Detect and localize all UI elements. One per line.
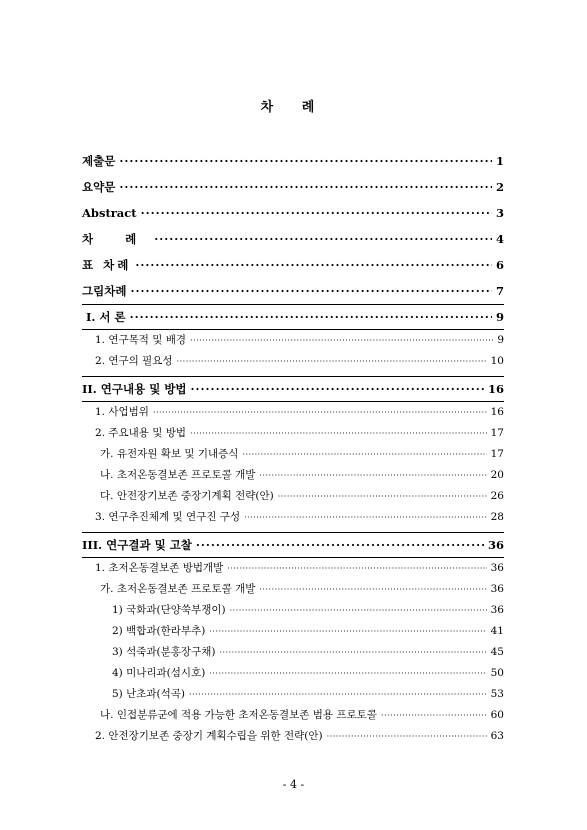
dot-leader [209, 663, 486, 684]
toc-entry-page: 36 [487, 538, 504, 552]
toc-item[interactable] [82, 621, 504, 642]
toc-entry-label: 2. 안전장기보존 중장기 계획수립을 위한 전략(안) [95, 730, 323, 742]
toc-entry-page: 63 [490, 730, 504, 742]
dot-leader [141, 200, 492, 226]
toc-entry-label: 1. 사업범위 [95, 406, 149, 418]
page-number: - 4 - [282, 778, 305, 791]
toc-entry-page: 60 [490, 709, 504, 721]
dot-leader [177, 351, 487, 372]
dot-leader [244, 507, 487, 528]
toc-subsection[interactable] [82, 705, 504, 726]
toc-entry-label: 나. 인접분류군에 적용 가능한 초저온동결보존 범용 프로토콜 [100, 709, 377, 721]
toc-entry-page: 17 [490, 427, 504, 439]
toc-item[interactable] [82, 642, 504, 663]
toc-entry-label: 2. 연구의 필요성 [95, 355, 173, 367]
dot-leader [242, 444, 486, 465]
toc-entry-page: 45 [490, 646, 504, 658]
dot-leader [153, 402, 487, 423]
toc-entry-page: 1 [495, 154, 504, 168]
toc-entry-label: 요약문 [82, 180, 116, 194]
toc-entry-label: 차 례 [82, 232, 151, 246]
dot-leader [190, 330, 493, 351]
toc-subsection[interactable] [82, 444, 504, 465]
toc-entry-label: 가. 초저온동결보존 프로토콜 개발 [100, 583, 256, 595]
dot-leader [196, 533, 484, 557]
toc-entry-label: 2. 주요내용 및 방법 [95, 427, 187, 439]
toc-chapter-2[interactable] [82, 376, 504, 402]
toc-entry-page: 41 [490, 625, 504, 637]
toc-entry-page: 2 [495, 180, 504, 194]
toc-entry-label: I. 서 론 [86, 310, 126, 324]
dot-leader [190, 423, 487, 444]
toc-entry-contents[interactable] [82, 226, 504, 252]
toc-entry-page: 3 [495, 206, 504, 220]
dot-leader [230, 600, 487, 621]
toc-entry-label: 제출문 [82, 154, 116, 168]
dot-leader [219, 642, 486, 663]
toc-entry-page: 53 [490, 688, 504, 700]
toc-entry-page: 10 [490, 355, 504, 367]
toc-entry-label: 표 차례 [82, 258, 132, 272]
toc-entry-page: 17 [490, 448, 504, 460]
dot-leader [130, 278, 492, 304]
toc-entry-label: 3. 연구추진체계 및 연구진 구성 [95, 511, 241, 523]
toc-entry-label: 1) 국화과(단양쑥부쟁이) [112, 604, 226, 616]
toc-entry-label: 그림차례 [82, 284, 127, 298]
toc-entry-label: 2) 백합과(한라부추) [112, 625, 206, 637]
toc-entry-page: 36 [490, 583, 504, 595]
toc-entry-page: 4 [495, 232, 504, 246]
dot-leader [135, 252, 492, 278]
toc-entry-page: 16 [490, 406, 504, 418]
toc-section[interactable] [82, 402, 504, 423]
toc-section[interactable] [82, 558, 504, 579]
toc-section[interactable] [82, 726, 504, 747]
toc-entry-submission[interactable] [82, 148, 504, 174]
toc-entry-label: 5) 난초과(석곡) [112, 688, 186, 700]
toc-subsection[interactable] [82, 579, 504, 600]
table-of-contents [82, 148, 504, 747]
toc-entry-table-list[interactable] [82, 252, 504, 278]
toc-section[interactable] [82, 423, 504, 444]
toc-subsection[interactable] [82, 486, 504, 507]
toc-entry-page: 9 [497, 334, 504, 346]
toc-entry-label: 1. 연구목적 및 배경 [95, 334, 187, 346]
toc-entry-page: 16 [487, 382, 504, 396]
toc-chapter-3[interactable] [82, 532, 504, 558]
toc-entry-label: II. 연구내용 및 방법 [82, 382, 187, 396]
toc-entry-page: 7 [495, 284, 504, 298]
toc-entry-page: 6 [495, 258, 504, 272]
dot-leader [381, 705, 487, 726]
toc-item[interactable] [82, 600, 504, 621]
toc-section[interactable] [82, 351, 504, 372]
toc-entry-label: 4) 미나리과(섬시호) [112, 667, 206, 679]
dot-leader [227, 558, 486, 579]
toc-entry-label: 3) 석죽과(분홍장구채) [112, 646, 216, 658]
toc-entry-label: 다. 안전장기보존 중장기계획 전략(안) [100, 490, 274, 502]
toc-entry-label: III. 연구결과 및 고찰 [82, 538, 192, 552]
toc-entry-label: 1. 초저온동결보존 방법개발 [95, 562, 224, 574]
toc-entry-label: 나. 초저온동결보존 프로토콜 개발 [100, 469, 256, 481]
dot-leader [130, 305, 492, 329]
toc-entry-page: 20 [490, 469, 504, 481]
toc-entry-label: Abstract [82, 206, 137, 220]
dot-leader [191, 377, 484, 401]
dot-leader [278, 486, 487, 507]
dot-leader [259, 465, 486, 486]
toc-item[interactable] [82, 684, 504, 705]
dot-leader [154, 226, 492, 252]
toc-entry-page: 36 [490, 562, 504, 574]
toc-entry-page: 9 [495, 310, 504, 324]
toc-entry-page: 26 [490, 490, 504, 502]
dot-leader [189, 684, 487, 705]
toc-entry-page: 50 [490, 667, 504, 679]
dot-leader [209, 621, 486, 642]
page-title: 차 례 [260, 100, 327, 115]
toc-entry-page: 36 [490, 604, 504, 616]
toc-chapter-1[interactable] [82, 304, 504, 330]
dot-leader [259, 579, 486, 600]
toc-entry-abstract[interactable] [82, 200, 504, 226]
toc-entry-figure-list[interactable] [82, 278, 504, 304]
toc-entry-label: 가. 유전자원 확보 및 기내증식 [100, 448, 239, 460]
toc-entry-page: 28 [490, 511, 504, 523]
dot-leader [119, 148, 492, 174]
toc-entry-summary[interactable] [82, 174, 504, 200]
toc-item[interactable] [82, 663, 504, 684]
toc-section[interactable] [82, 330, 504, 351]
dot-leader [119, 174, 492, 200]
toc-section[interactable] [82, 507, 504, 528]
toc-subsection[interactable] [82, 465, 504, 486]
dot-leader [327, 726, 487, 747]
